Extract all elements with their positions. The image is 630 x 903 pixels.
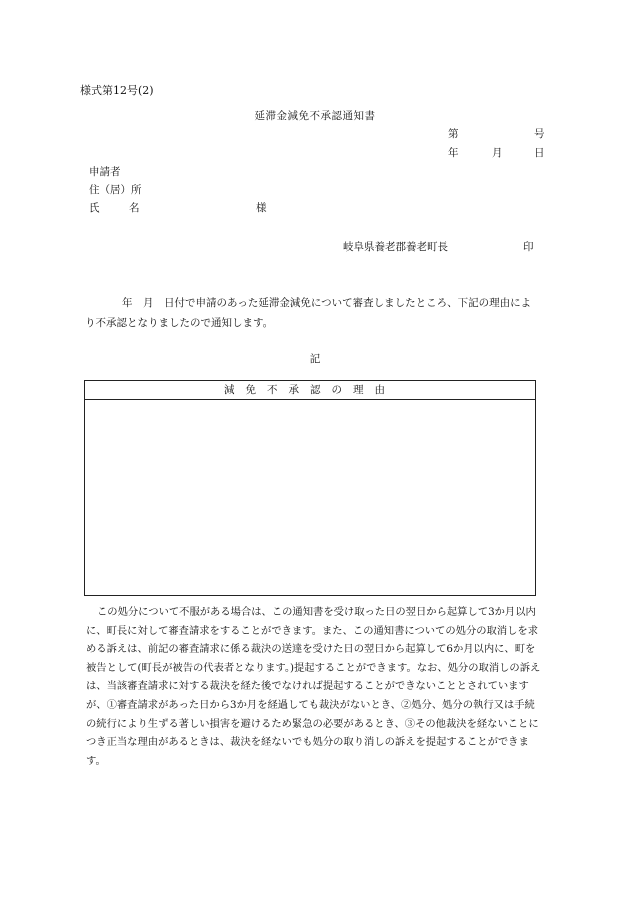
ki-heading: 記 [309,353,321,365]
reason-box-header: 減免不承認の理由 [85,381,535,400]
address-label: 住（居）所 [89,184,142,196]
name-label-first: 氏 [89,202,100,214]
seal-mark: 印 [523,241,534,253]
applicant-heading: 申請者 [89,166,121,178]
honorific: 様 [256,202,267,214]
name-label-second: 名 [129,202,140,214]
form-number: 様式第12号(2) [80,84,154,97]
number-prefix: 第 [448,128,459,140]
date-month: 月 [492,147,503,159]
name-label [89,200,140,215]
appeal-notice: この処分について不服がある場合は、この通知書を受け取った日の翌日から起算して3か月以内に、町長に対して審査請求をすることができます。また、この通知書についての処分の取消しを求める訴えは、前記の審査請求に係る裁決の送達を受けた日の翌日から起算して6か月以内に、町を被告として(町長が被告の代表者となります。)提起することができます。なお、処分の取消しの訴えは、当該審査請求に対する裁決を経た後でなければ提起することができないこととされていますが、①審査請求があった日から3か月を経過しても裁決がないとき、②処分、処分の執行又は手続の続行により生ずる著しい損害を避けるため緊急の必要があるとき、③その他裁決を経ないことにつき正当な理由があるときは、裁決を経ないでも処分の取り消しの訴えを提起することができます。 [86,606,541,767]
date-day: 日 [534,147,545,159]
number-suffix: 号 [534,128,545,140]
document-title: 延滞金減免不承認通知書 [254,110,376,122]
body-paragraph: 年 月 日付で申請のあった延滞金減免について審査しましたところ、下記の理由により不承認となりましたので通知します。 [85,297,532,329]
reason-box-content [85,400,535,412]
issuer-name: 岐阜県養老郡養老町長 [343,241,448,253]
reason-box [84,380,536,596]
date-year: 年 [448,147,459,159]
